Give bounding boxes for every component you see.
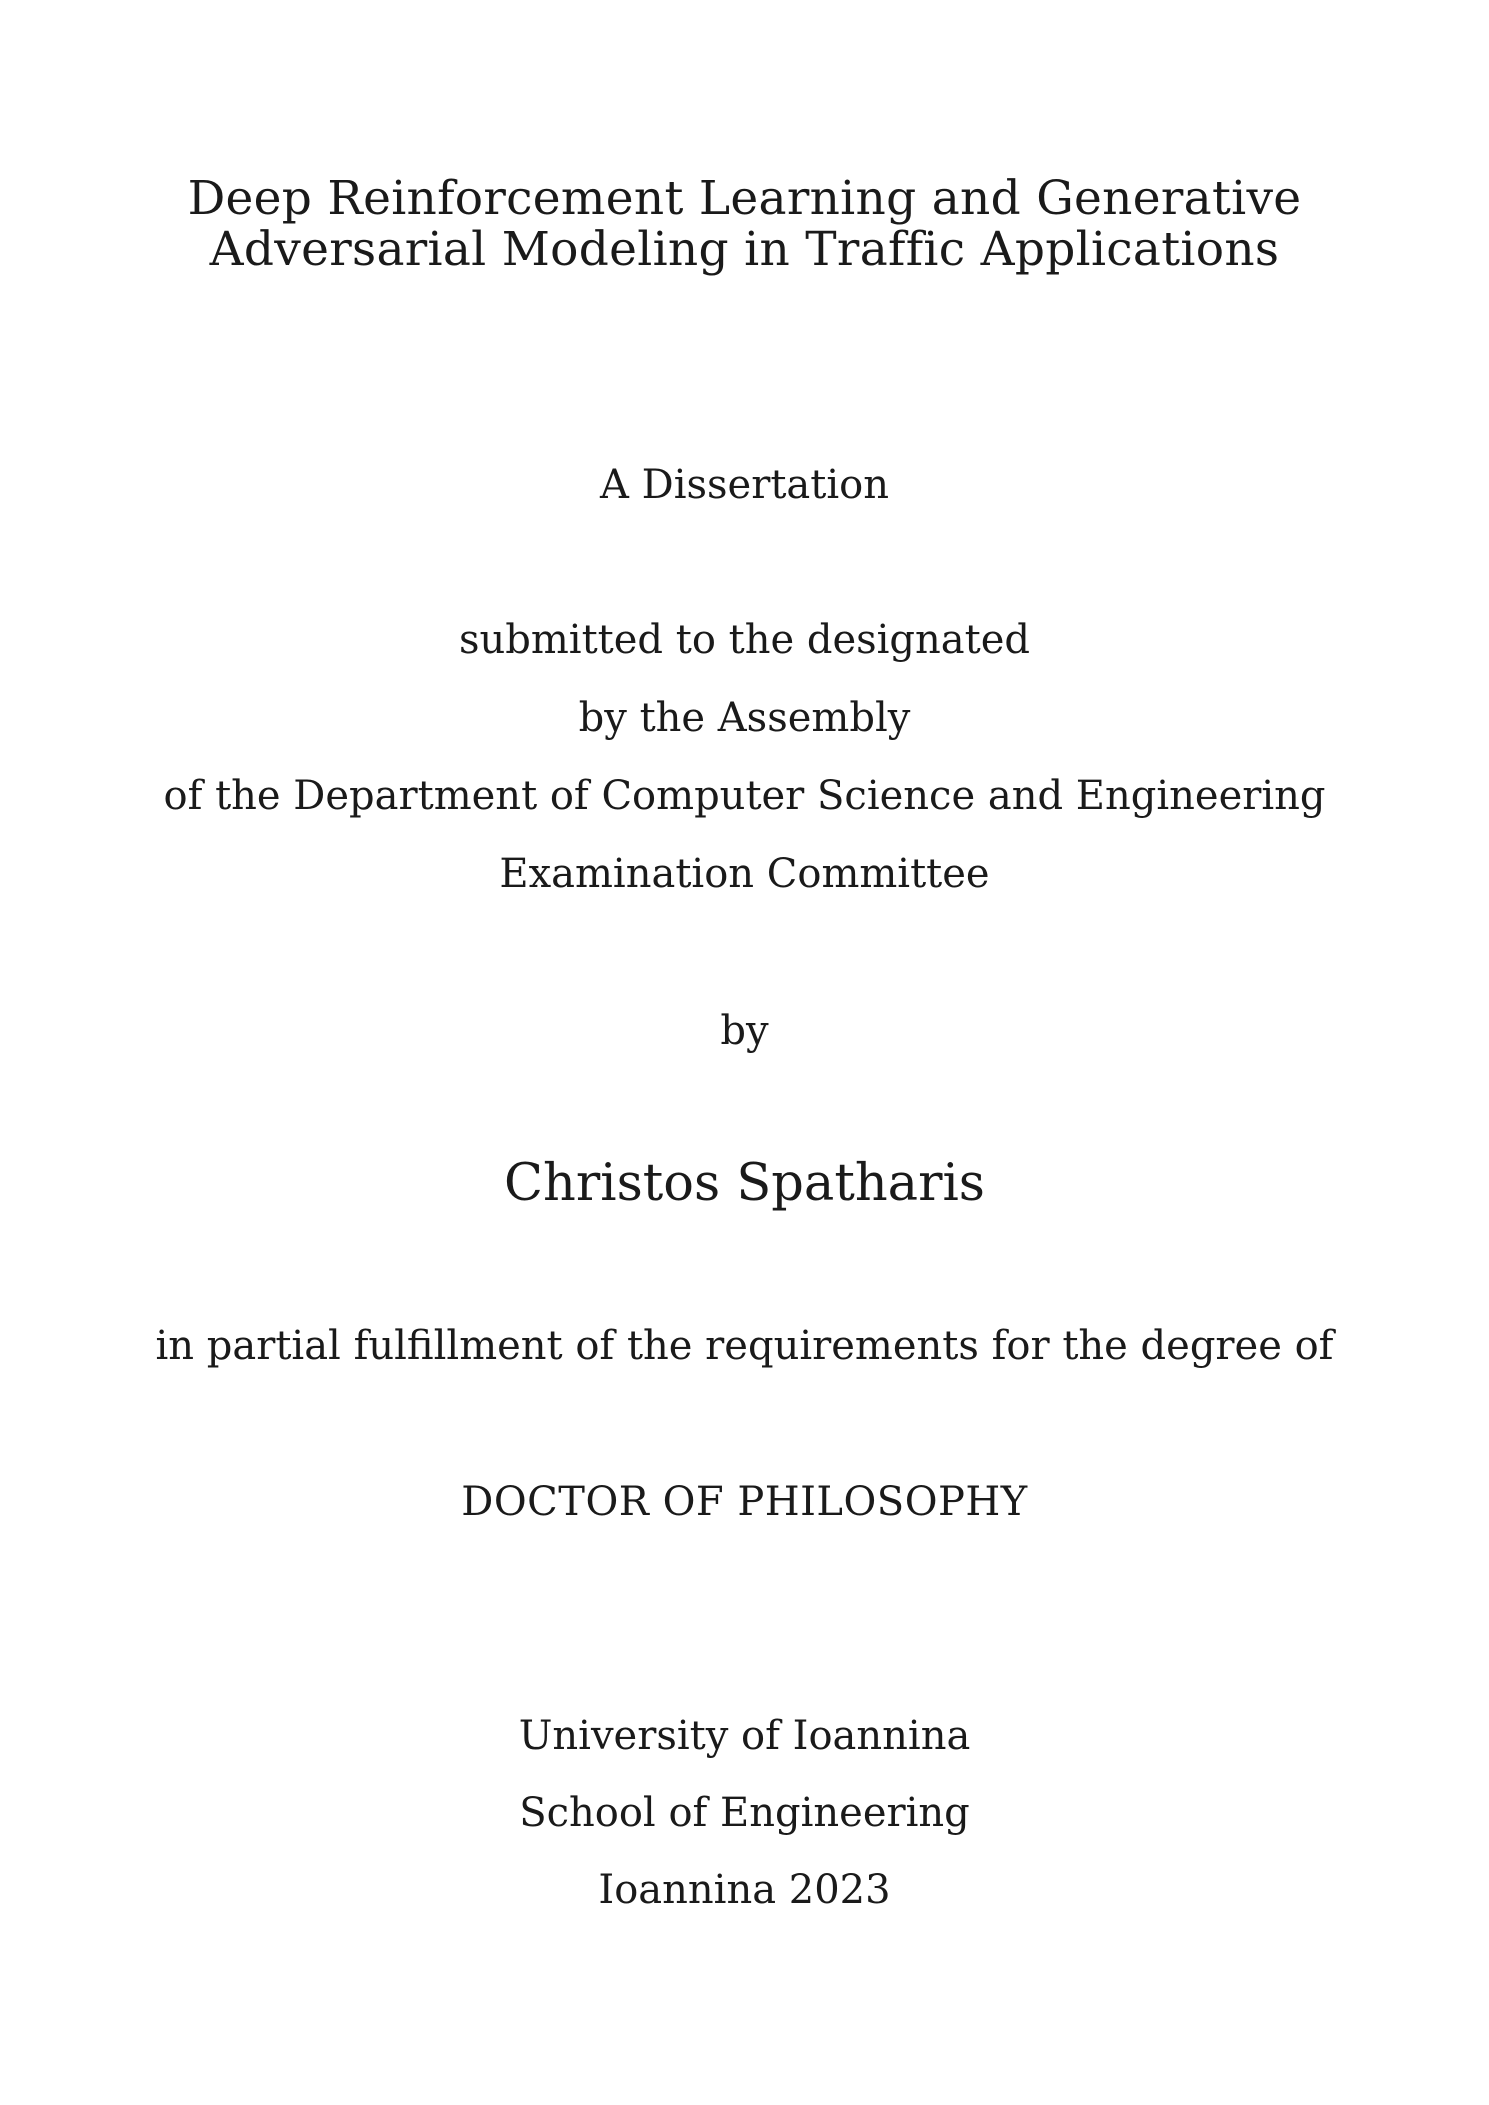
submission-line-3: of the Department of Computer Science and Engineering (163, 773, 1326, 819)
school-name: School of Engineering (519, 1790, 970, 1836)
submission-line-2: by the Assembly (578, 695, 911, 741)
fulfillment-statement: in partial fulfillment of the requirements for the degree of (155, 1323, 1334, 1369)
degree-name: DOCTOR OF PHILOSOPHY (461, 1479, 1028, 1525)
submission-line-4: Examination Committee (499, 851, 990, 897)
document-type: A Dissertation (600, 462, 889, 508)
title-line-2: Adversarial Modeling in Traffic Applications (209, 222, 1280, 277)
by-label: by (720, 1008, 769, 1054)
title-line-1: Deep Reinforcement Learning and Generative (187, 171, 1302, 226)
author-name: Christos Spatharis (504, 1154, 985, 1213)
university-name: University of Ioannina (518, 1713, 971, 1759)
submission-line-1: submitted to the designated (458, 617, 1030, 663)
place-year: Ioannina 2023 (598, 1867, 891, 1913)
